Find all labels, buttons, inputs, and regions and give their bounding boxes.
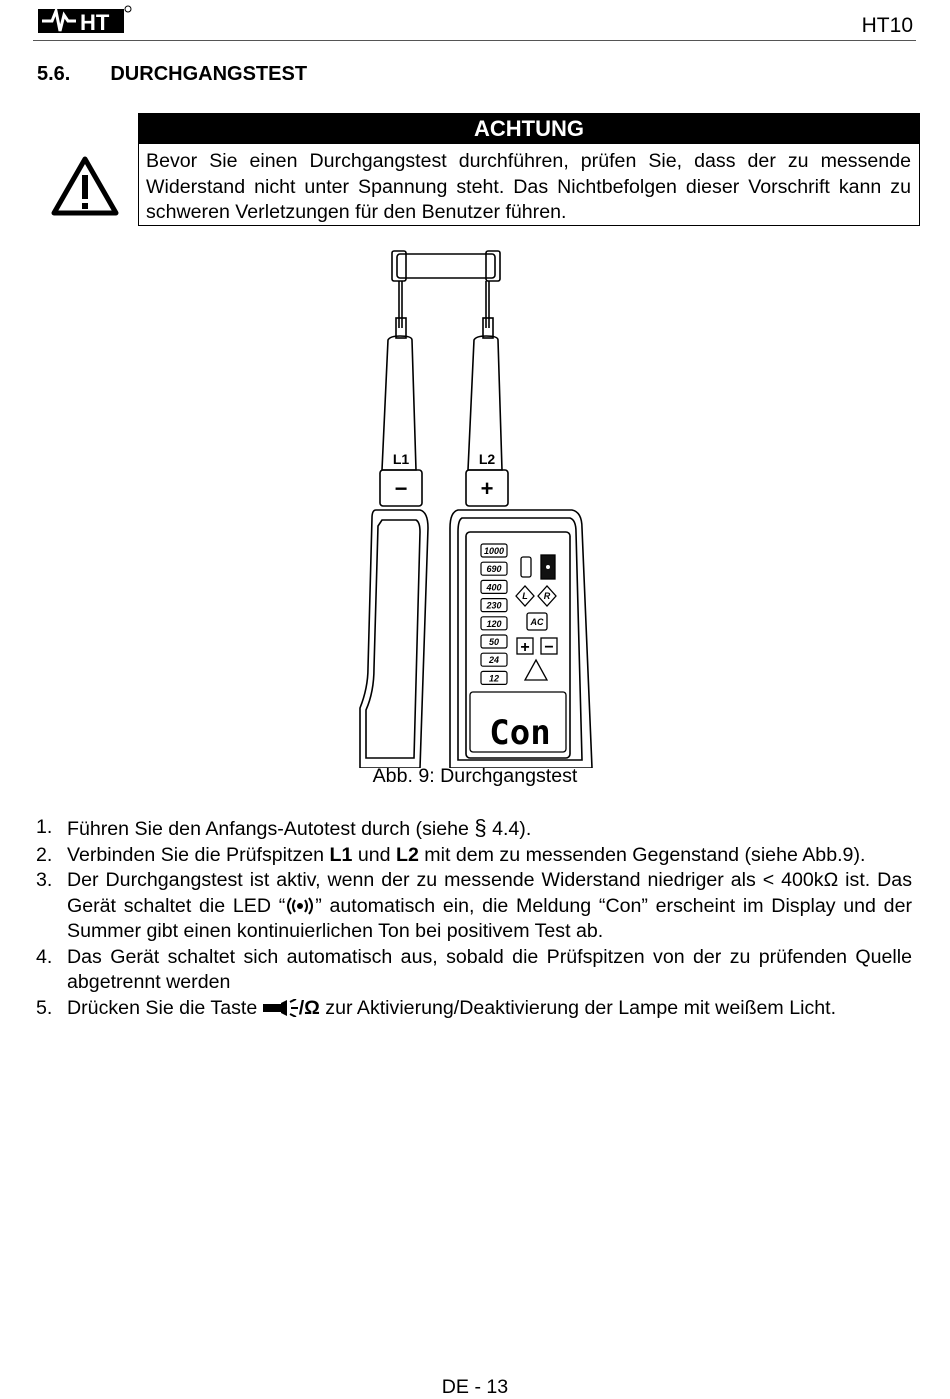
- section-heading: [37, 63, 307, 86]
- probe-tip-left: [396, 318, 406, 338]
- document-code: HT10: [861, 14, 913, 37]
- instruction-list: [36, 815, 912, 1021]
- voltage-scale: [481, 544, 507, 684]
- voltage-led-label: 1000: [483, 546, 505, 556]
- lamp-indicator: [521, 557, 531, 577]
- probe-l2-ref: L2: [395, 843, 419, 866]
- voltage-led-label: 120: [486, 618, 502, 629]
- probe-left-sign: −: [394, 476, 408, 501]
- probe-right-sign: +: [480, 476, 494, 501]
- section-sign: §: [474, 815, 487, 840]
- step-number: 3.: [36, 869, 53, 891]
- lcd-display-text: Con: [489, 713, 551, 753]
- probe-l1-ref: L1: [329, 843, 353, 866]
- list-item: 4. Das Gerät schaltet sich automatisch aus, sobald die Prüfspitzen von der zu prüfenden Quelle abgetrennt werden: [36, 945, 912, 993]
- step-text: ” automatisch ein, die Meldung “Con” erscheint im Display und der Summer gibt einen kontinuierlichen Ton bei positivem Test ab.: [67, 894, 912, 942]
- indicator-AC: AC: [530, 617, 544, 627]
- list-item: 5. Drücken Sie die Taste /Ω zur Aktivierung/Deaktivierung der Lampe mit weißem Licht.: [36, 996, 912, 1022]
- ht-logo: [38, 3, 134, 35]
- indicator-minus: −: [544, 639, 554, 656]
- probe-right-neck: [468, 336, 502, 470]
- hazard-indicator: [525, 660, 547, 680]
- list-item: 1. Führen Sie den Anfangs-Autotest durch (siehe § 4.4).: [36, 815, 532, 840]
- warning-box: [138, 113, 920, 226]
- resistor-body: [397, 254, 495, 278]
- figure-caption: Abb. 9: Durchgangstest: [372, 765, 578, 787]
- indicator-R: R: [543, 591, 551, 601]
- step-number: 1.: [36, 816, 53, 838]
- voltage-led-label: 24: [488, 655, 500, 666]
- step-number: 4.: [36, 945, 53, 968]
- indicator-L: L: [522, 591, 528, 601]
- list-item: 2. Verbinden Sie die Prüfspitzen L1 und L2 mit dem zu messenden Gegenstand (siehe Abb.9).: [36, 843, 912, 869]
- header-divider: [33, 40, 916, 41]
- resistor-cap-right: [486, 251, 500, 281]
- voltage-led-label: 230: [486, 600, 502, 611]
- voltage-led-label: 690: [486, 564, 502, 575]
- step-number: 2.: [36, 843, 53, 866]
- voltage-led-label: 400: [486, 582, 502, 593]
- section-title: DURCHGANGSTEST: [110, 63, 308, 85]
- lamp-key-icon: [263, 999, 299, 1017]
- warning-heading: ACHTUNG: [139, 114, 919, 144]
- resistor-cap-left: [392, 251, 406, 281]
- probe-left-label: L1: [392, 451, 410, 467]
- probe-right-label: L2: [478, 451, 496, 467]
- tester-illustration: [350, 248, 610, 768]
- voltage-led-label: 12: [488, 673, 500, 684]
- probe-tip-right: [483, 318, 493, 338]
- warning-triangle-icon: [50, 155, 120, 217]
- warning-text: Bevor Sie einen Durchgangstest durchführen, prüfen Sie, dass der zu messende Widerstand nicht unter Spannung steht. Das Nichtbefolgen dieser Vorschrift kann zu schweren Verletzungen für den Benutzer führen.: [146, 150, 911, 223]
- list-item: [36, 868, 912, 945]
- logo-text: HT: [80, 10, 110, 35]
- indicator-plus: +: [520, 639, 530, 656]
- probe-left-neck: [382, 336, 416, 470]
- page-number: DE - 13: [441, 1376, 509, 1398]
- step-number: 5.: [36, 996, 53, 1019]
- buzzer-led-icon: [285, 897, 315, 915]
- step-text: Der Durchgangstest ist aktiv, wenn der zu messende Widerstand niedriger als < 400kΩ ist. Das Gerät schaltet die LED “: [67, 869, 912, 917]
- voltage-led-label: 50: [488, 637, 500, 647]
- section-number: 5.6.: [37, 63, 71, 85]
